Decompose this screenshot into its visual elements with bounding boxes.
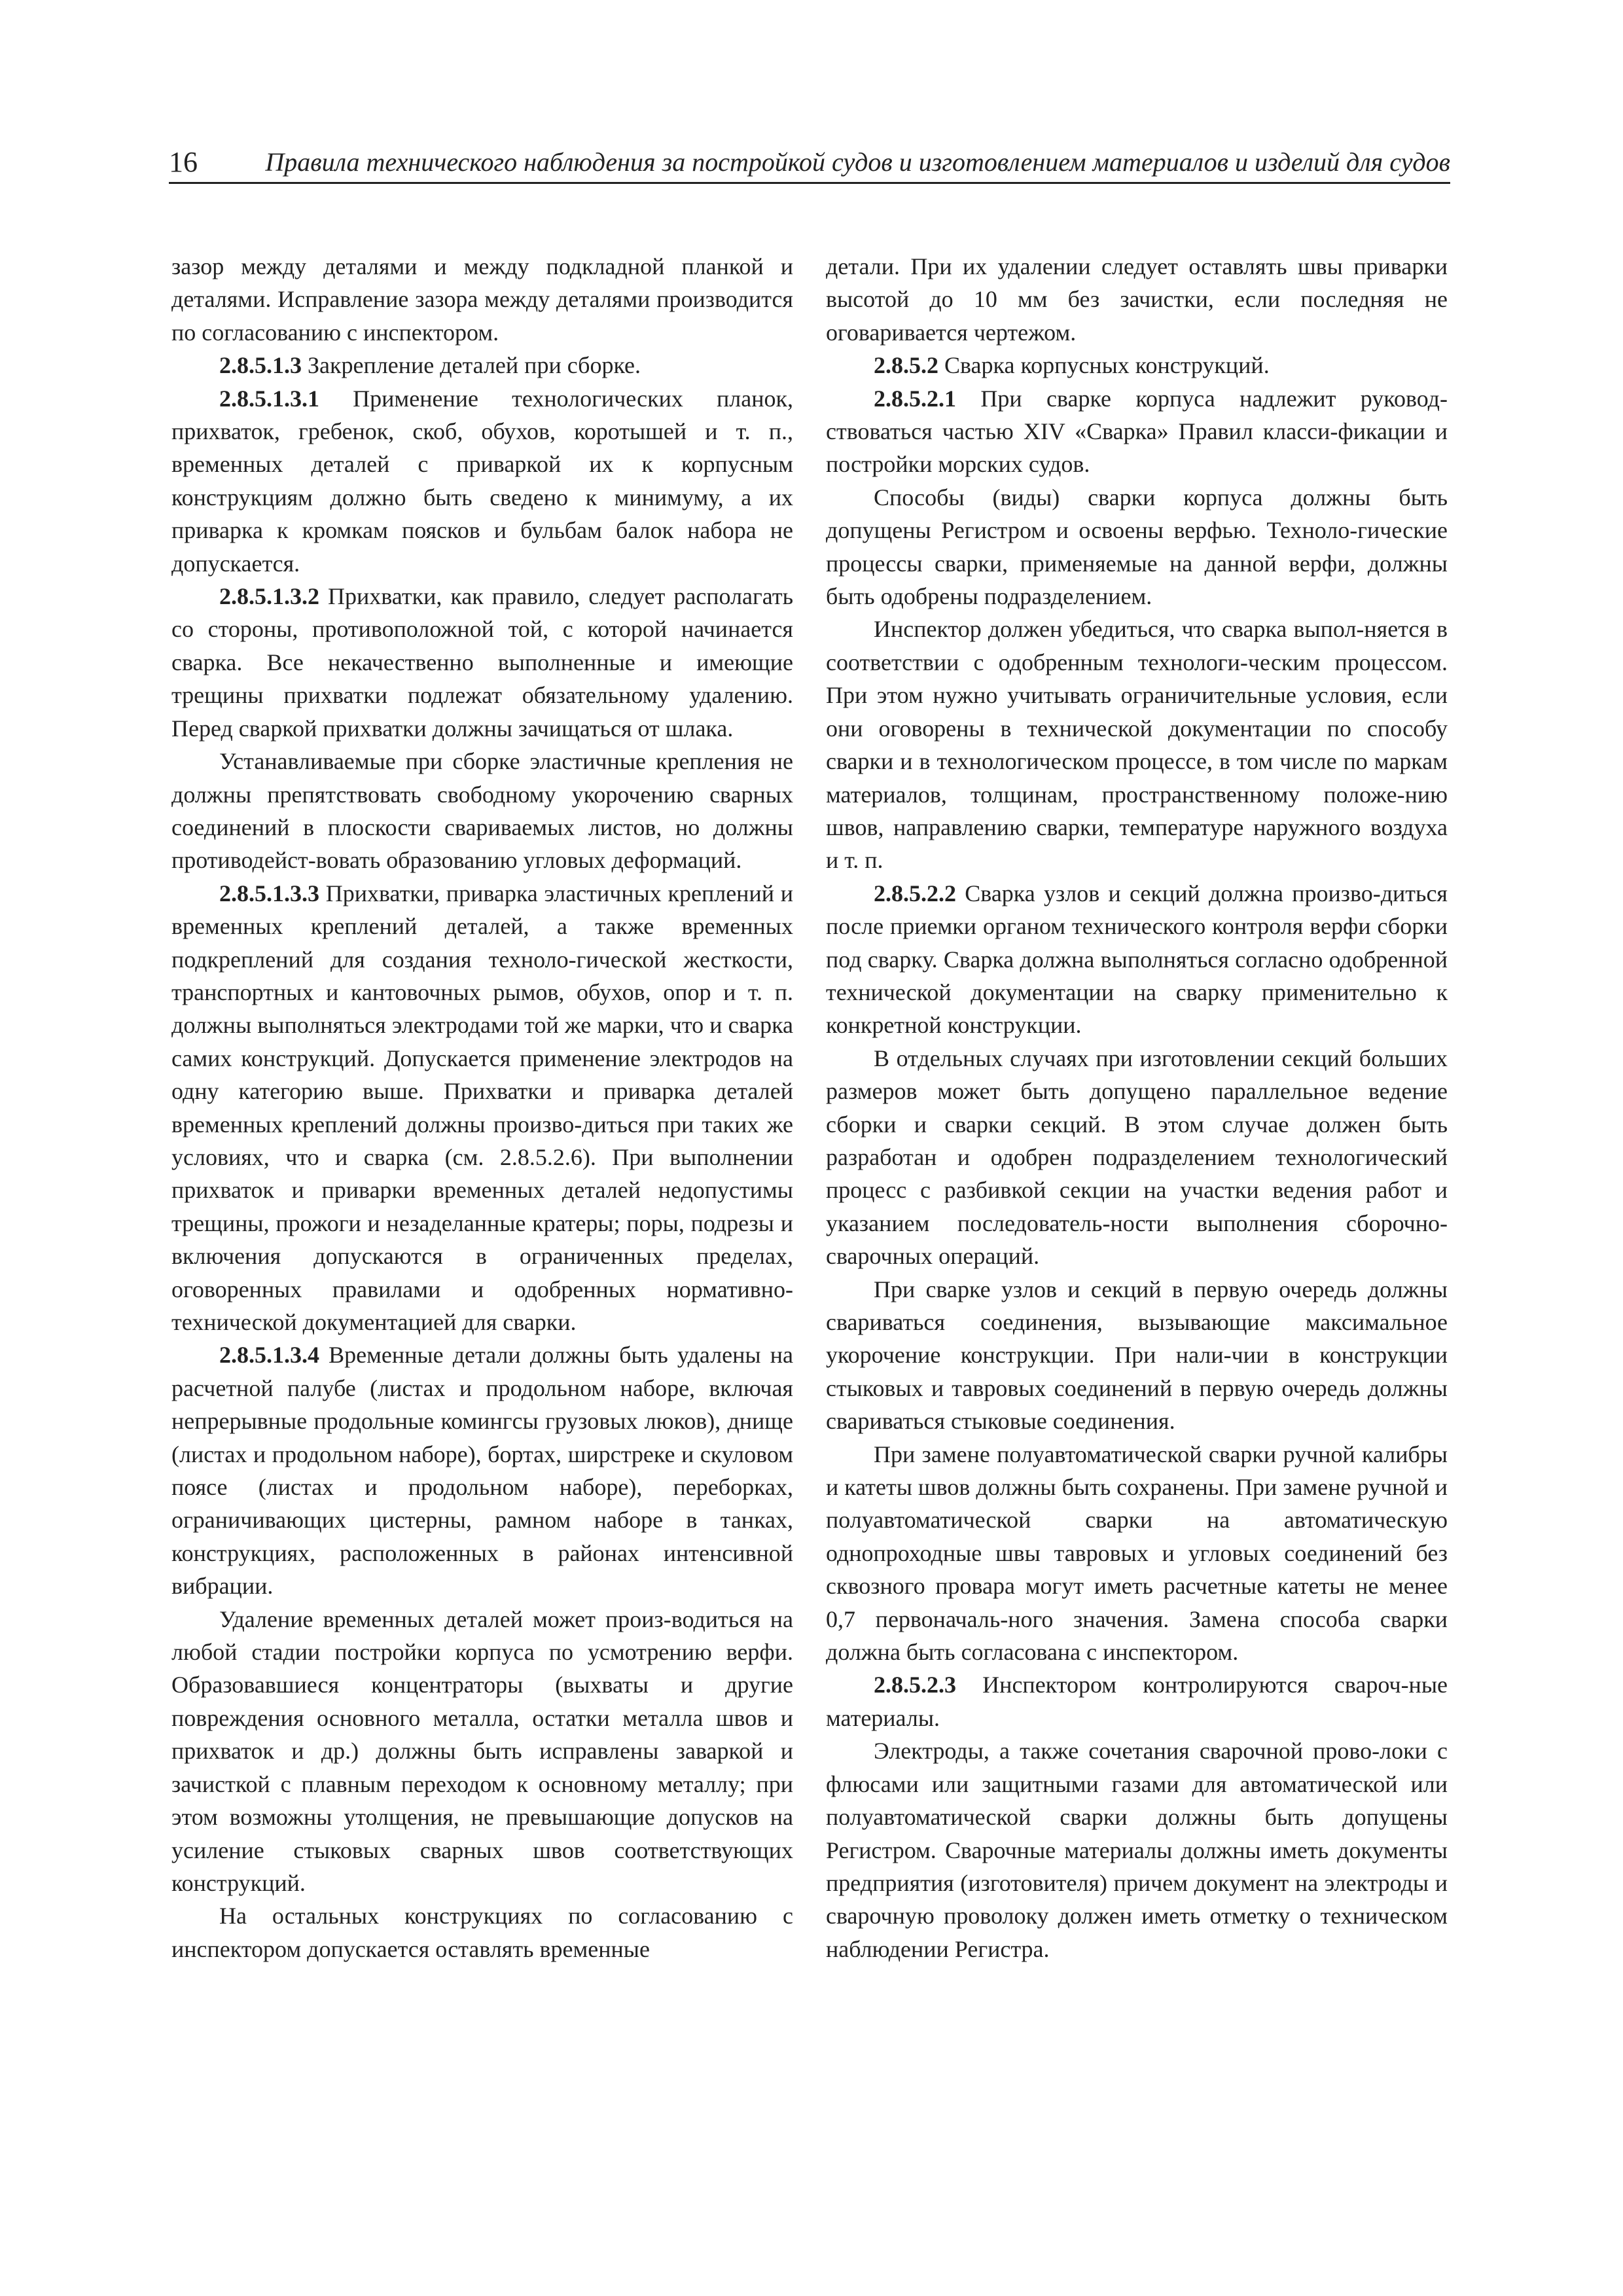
paragraph-text: детали. При их удалении следует оставлять швы приварки высотой до 10 мм без зачистки, если последняя не оговаривается чертежом.: [826, 253, 1448, 346]
paragraph-text: На остальных конструкциях по согласованию с инспектором допускается оставлять временные: [171, 1903, 793, 1962]
running-header: [169, 143, 1450, 184]
paragraph: [826, 481, 1448, 613]
paragraph: [171, 1603, 793, 1900]
paragraph: [826, 382, 1448, 481]
paragraph: [826, 1042, 1448, 1273]
paragraph: [826, 613, 1448, 876]
paragraph-text: Сварка узлов и секций должна произво-диться после приемки органом технического контроля верфи сборки под сварку. Сварка должна выполняться согласно одобренной технической документации на сварку применительно к конкретной конструкции.: [826, 880, 1448, 1039]
paragraph-text: При сварке узлов и секций в первую очередь должны свариваться соединения, вызывающие максимальное укорочение конструкции. При нали-чии в конструкции стыковых и тавровых соединений в первую очередь должны свариваться стыковые соединения.: [826, 1276, 1448, 1435]
paragraph-text: Электроды, а также сочетания сварочной прово-локи с флюсами или защитными газами для автоматической или полуавтоматической сварки должны быть допущены Регистром. Сварочные материалы должны иметь документы предприятия (изготовителя) причем документ на электроды и сварочную проволоку должен иметь отметку о техническом наблюдении Регистра.: [826, 1738, 1448, 1962]
paragraph-text: Удаление временных деталей может произ-водиться на любой стадии постройки корпуса по усмотрению верфи. Образовавшиеся концентраторы (выхваты и другие повреждения основного металла, остатки металла швов и прихваток и др.) должны быть исправлены заваркой и зачисткой с плавным переходом к основному металлу; при этом возможны утолщения, не превышающие допусков на усиление стыковых сварных швов соответствующих конструкций.: [171, 1605, 793, 1896]
page-number: 16: [169, 146, 198, 178]
paragraph-text: Инспектор должен убедиться, что сварка выпол-няется в соответствии с одобренным технологи-ческим процессом. При этом нужно учитывать ограничительные условия, если они оговорены в технической документации по способу сварки и в технологическом процессе, в том числе по маркам материалов, толщинам, пространственному положе-нию швов, направлению сварки, температуре наружного воздуха и т. п.: [826, 616, 1448, 874]
clause-number: 2.8.5.2.2: [874, 880, 956, 906]
paragraph-text: При сварке корпуса надлежит руковод-ствоваться частью XIV «Сварка» Правил класси-фикации и постройки морских судов.: [826, 385, 1448, 478]
clause-number: 2.8.5.1.3.4: [219, 1342, 319, 1369]
paragraph-text: Закрепление деталей при сборке.: [302, 352, 641, 379]
paragraph: [826, 1273, 1448, 1438]
paragraph: [171, 1338, 793, 1602]
paragraph: [826, 1668, 1448, 1734]
clause-number: 2.8.5.1.3.3: [219, 880, 319, 906]
paragraph: [171, 580, 793, 745]
paragraph-text: Прихватки, приварка эластичных креплений и временных креплений деталей, а также временных подкреплений для создания техноло-гической жесткости, транспортных и кантовочных рымов, обухов, опор и т. п. должны выполняться электродами той же марки, что и сварка самих конструкций. Допускается применение электродов на одну категорию выше. Прихватки и приварка деталей временных креплений должны произво-диться при таких же условиях, что и сварка (см. 2.8.5.2.6). При выполнении прихваток и приварки временных деталей недопустимы трещины, прожоги и незаделанные кратеры; поры, подрезы и включения допускаются в ограниченных пределах, оговоренных правилами и одобренных нормативно-технической документацией для сварки.: [171, 880, 793, 1335]
clause-number: 2.8.5.1.3.1: [219, 385, 319, 412]
clause-number: 2.8.5.1.3.2: [219, 583, 319, 610]
paragraph-text: В отдельных случаях при изготовлении секций больших размеров может быть допущено параллельное ведение сборки и сварки секций. В этом случае должен быть разработан и одобрен подразделением технологический процесс с разбивкой секции на участки ведения работ и указанием последователь-ности выполнения сборочно-сварочных операций.: [826, 1045, 1448, 1270]
paragraph-text: Устанавливаемые при сборке эластичные крепления не должны препятствовать свободному укорочению сварных соединений в плоскости свариваемых листов, но должны противодейст-вовать образованию угловых деформаций.: [171, 748, 793, 874]
running-header-title: Правила технического наблюдения за постройкой судов и изготовлением материалов и изделий для судов: [265, 147, 1450, 177]
left-column: [171, 250, 793, 1965]
paragraph: [171, 877, 793, 1339]
clause-number: 2.8.5.2: [874, 352, 938, 379]
paragraph-text: Инспектором контролируются свароч-ные материалы.: [826, 1672, 1448, 1731]
paragraph-text: Сварка корпусных конструкций.: [938, 352, 1270, 379]
clause-number: 2.8.5.2.1: [874, 385, 956, 412]
paragraph: [171, 382, 793, 580]
paragraph-text: Прихватки, как правило, следует располагать со стороны, противоположной той, с которой начинается сварка. Все некачественно выполненные и имеющие трещины прихватки подлежат обязательному удалению. Перед сваркой прихватки должны зачищаться от шлака.: [171, 583, 793, 742]
paragraph: [826, 349, 1448, 382]
paragraph-text: При замене полуавтоматической сварки ручной калибры и катеты швов должны быть сохранены. При замене ручной и полуавтоматической сварки на автоматическую однопроходные швы тавровых и угловых соединений без сквозного провара могут иметь расчетные катеты не менее 0,7 первоначаль-ного значения. Замена способа сварки должна быть согласована с инспектором.: [826, 1441, 1448, 1666]
paragraph: [171, 745, 793, 877]
paragraph: [826, 250, 1448, 349]
paragraph: [826, 1438, 1448, 1669]
paragraph-text: Способы (виды) сварки корпуса должны быть допущены Регистром и освоены верфью. Техноло-гические процессы сварки, применяемые на данной верфи, должны быть одобрены подразделением.: [826, 484, 1448, 610]
clause-number: 2.8.5.1.3: [219, 352, 302, 379]
paragraph: [826, 877, 1448, 1042]
clause-number: 2.8.5.2.3: [874, 1672, 956, 1698]
paragraph: [171, 349, 793, 382]
paragraph-text: Применение технологических планок, прихваток, гребенок, скоб, обухов, коротышей и т. п., временных деталей с приваркой их к корпусным конструкциям должно быть сведено к минимуму, а их приварка к кромкам поясков и бульбам балок набора не допускается.: [171, 385, 793, 577]
right-column: [826, 250, 1448, 1965]
paragraph-text: зазор между деталями и между подкладной планкой и деталями. Исправление зазора между деталями производится по согласованию с инспектором.: [171, 253, 793, 346]
paragraph: [826, 1734, 1448, 1965]
paragraph: [171, 1899, 793, 1965]
paragraph-text: Временные детали должны быть удалены на расчетной палубе (листах и продольном наборе, включая непрерывные продольные комингсы грузовых люков), днище (листах и продольном наборе), бортах, ширстреке и скуловом поясе (листах и продольном наборе), переборках, ограничивающих цистерны, рамном наборе в танках, конструкциях, расположенных в районах интенсивной вибрации.: [171, 1342, 793, 1600]
paragraph: [171, 250, 793, 349]
